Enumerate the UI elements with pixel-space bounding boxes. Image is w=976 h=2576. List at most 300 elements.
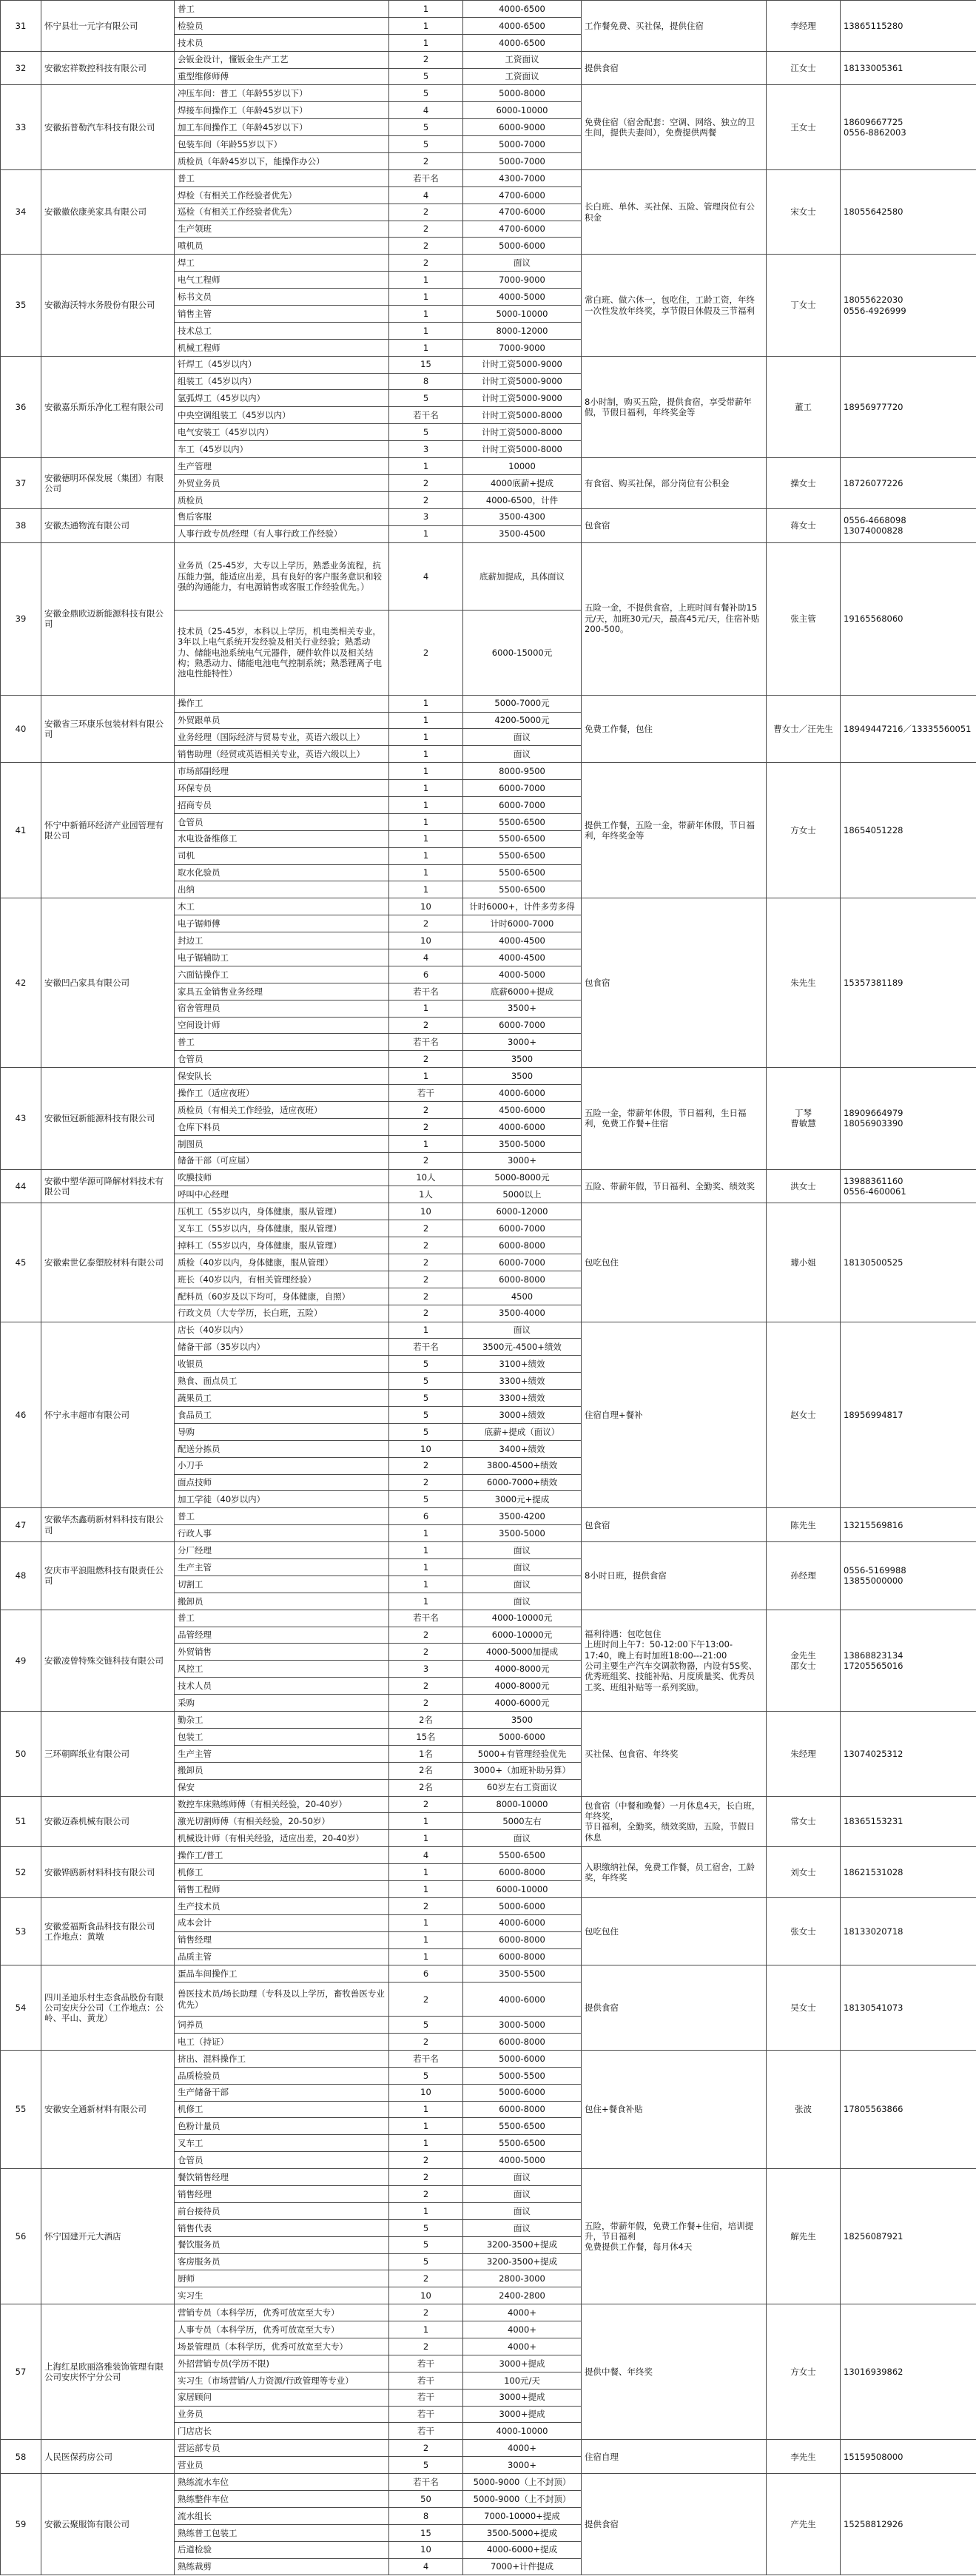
job-title: 生产储备干部: [175, 2084, 389, 2101]
job-title: 生产领班: [175, 221, 389, 238]
table-row: [1, 1, 976, 18]
job-headcount: 1: [389, 306, 463, 323]
job-salary: 3500-5000+提成: [463, 2524, 582, 2541]
job-title: 分厂经理: [175, 1542, 389, 1559]
table-row: [1, 2050, 976, 2067]
job-salary: 3500-4200: [463, 1508, 582, 1525]
contact-person: 洪女士: [767, 1169, 841, 1203]
job-salary: 6000-8000: [463, 1271, 582, 1288]
job-salary: 4700-6000: [463, 221, 582, 238]
job-title: 家具五金销售业务经理: [175, 983, 389, 1000]
job-headcount: 5: [389, 2067, 463, 2084]
job-headcount: 2: [389, 1457, 463, 1474]
company-name: 怀宁县壮一元字有限公司: [41, 1, 175, 52]
job-headcount: 3: [389, 1661, 463, 1678]
job-headcount: 2: [389, 1644, 463, 1661]
company-name: 安徽金鼎欧迈新能源科技有限公司: [41, 542, 175, 695]
job-headcount: 2: [389, 1627, 463, 1644]
contact-phone: 13074025312: [841, 1712, 976, 1796]
company-benefits: 工作餐免费、买社保，提供住宿: [582, 1, 767, 52]
company-benefits: 提供食宿: [582, 51, 767, 85]
job-headcount: 15: [389, 356, 463, 373]
job-salary: 3000元+提成: [463, 1491, 582, 1508]
table-row: [1, 1712, 976, 1729]
job-salary: 3300+绩效: [463, 1390, 582, 1407]
job-salary: 工资面议: [463, 51, 582, 68]
job-salary: 5000以上: [463, 1186, 582, 1203]
job-salary: 6000-7000: [463, 1017, 582, 1034]
job-title: 制图员: [175, 1135, 389, 1152]
job-headcount: 1: [389, 34, 463, 51]
job-title: 行政人事: [175, 1525, 389, 1542]
job-title: 呼叫中心经理: [175, 1186, 389, 1203]
company-name: 三环朝晖纸业有限公司: [41, 1712, 175, 1796]
job-salary: 4000-6500: [463, 1, 582, 18]
job-salary: 4000+: [463, 2338, 582, 2355]
job-title: 行政文员（大专学历，长白班，五险）: [175, 1305, 389, 1322]
job-title: 面点技师: [175, 1474, 389, 1491]
job-title: 熟练裁剪: [175, 2558, 389, 2575]
job-salary: 2400-2800: [463, 2287, 582, 2304]
job-title: 后道检验: [175, 2541, 389, 2558]
table-row: [1, 85, 976, 102]
job-salary: 4500: [463, 1288, 582, 1305]
company-benefits: 五险，带薪年假，免费工作餐+住宿，培训提升，节日福利 免费提供工作餐，每月休4天: [582, 2169, 767, 2304]
job-title: 外贸销售: [175, 1644, 389, 1661]
company-benefits: 免费住宿（宿舍配套：空调、网络、独立的卫生间，提供夫妻间），免费提供两餐: [582, 85, 767, 169]
job-headcount: 若干: [389, 1085, 463, 1102]
job-headcount: 10人: [389, 1169, 463, 1186]
job-title: 出纳: [175, 881, 389, 898]
job-headcount: 若干名: [389, 169, 463, 186]
table-row: [1, 1068, 976, 1085]
job-title: 食品员工: [175, 1407, 389, 1424]
job-title: 保安: [175, 1779, 389, 1796]
job-headcount: 2: [389, 2169, 463, 2186]
table-row: [1, 508, 976, 525]
job-title: 外贸业务员: [175, 474, 389, 491]
job-title: 机械工程师: [175, 339, 389, 356]
job-salary: 面议: [463, 1322, 582, 1339]
job-salary: 5000-6000: [463, 1897, 582, 1914]
job-headcount: 4: [389, 542, 463, 611]
job-salary: 10000: [463, 458, 582, 475]
table-row: [1, 542, 976, 611]
job-salary: 5000-7000: [463, 136, 582, 153]
job-headcount: 5: [389, 1491, 463, 1508]
job-headcount: 1: [389, 796, 463, 813]
job-headcount: 4: [389, 1847, 463, 1864]
job-title: 导购: [175, 1423, 389, 1440]
company-name: 安徽爱福斯食品科技有限公司 工作地点：黄墩: [41, 1897, 175, 1965]
job-title: 色粉计量员: [175, 2118, 389, 2135]
job-headcount: 1: [389, 1068, 463, 1085]
company-benefits: 包食宿: [582, 898, 767, 1068]
contact-person: 吴女士: [767, 1965, 841, 2050]
table-row: [1, 1508, 976, 1525]
job-salary: 面议: [463, 2202, 582, 2219]
job-title: 机修工: [175, 2101, 389, 2118]
job-title: 市场部副经理: [175, 763, 389, 780]
contact-person: 朱先生: [767, 898, 841, 1068]
company-name: 安徽索世亿泰塑胶材料有限公司: [41, 1203, 175, 1322]
job-headcount: 1: [389, 746, 463, 763]
job-salary: 4000+: [463, 2440, 582, 2457]
job-headcount: 1: [389, 2101, 463, 2118]
job-salary: 4700-6000: [463, 186, 582, 204]
job-salary: 8000-12000: [463, 322, 582, 339]
job-title: 喷机员: [175, 238, 389, 255]
job-title: 质检员: [175, 491, 389, 508]
table-row: [1, 1796, 976, 1813]
contact-phone: 18654051228: [841, 763, 976, 898]
job-salary: 面议: [463, 1559, 582, 1576]
job-headcount: 2: [389, 1474, 463, 1491]
job-salary: 6000-7000: [463, 1254, 582, 1271]
job-headcount: 2: [389, 1305, 463, 1322]
job-title: 储备干部（可应届）: [175, 1152, 389, 1169]
table-row: [1, 1203, 976, 1220]
job-title: 销售代表: [175, 2219, 389, 2236]
contact-phone: 18365153231: [841, 1796, 976, 1847]
job-salary: 计时6000+，计件多劳多得: [463, 898, 582, 915]
job-title: 叉车工（55岁以内，身体健康，服从管理）: [175, 1220, 389, 1237]
job-salary: 底薪加提成，具体面议: [463, 542, 582, 611]
job-title: 挤出、混料操作工: [175, 2050, 389, 2067]
job-headcount: 1: [389, 881, 463, 898]
job-salary: 5000-6000: [463, 1728, 582, 1745]
job-headcount: 10: [389, 1203, 463, 1220]
job-salary: 3300+绩效: [463, 1373, 582, 1390]
contact-phone: 18055642580: [841, 169, 976, 254]
job-salary: 3400+绩效: [463, 1440, 582, 1457]
job-title: 生产主管: [175, 1559, 389, 1576]
company-number: 45: [1, 1203, 41, 1322]
company-number: 38: [1, 508, 41, 542]
job-headcount: 2: [389, 1220, 463, 1237]
table-row: [1, 763, 976, 780]
job-title: 餐饮服务员: [175, 2236, 389, 2253]
job-salary: 3200-3500+提成: [463, 2253, 582, 2270]
company-number: 47: [1, 1508, 41, 1542]
job-salary: 6000-8000: [463, 1948, 582, 1965]
job-salary: 6000-8000: [463, 2101, 582, 2118]
company-name: 安徽迈森机械有限公司: [41, 1796, 175, 1847]
job-title: 厨师: [175, 2270, 389, 2287]
table-row: [1, 2440, 976, 2457]
job-headcount: 1: [389, 1813, 463, 1830]
job-title: 质检（40岁以内，身体健康，服从管理）: [175, 1254, 389, 1271]
job-title: 司机: [175, 847, 389, 864]
job-headcount: 2: [389, 474, 463, 491]
job-headcount: 5: [389, 2219, 463, 2236]
job-headcount: 2: [389, 2152, 463, 2169]
contact-person: 张主管: [767, 542, 841, 695]
job-title: 电气工程师: [175, 272, 389, 289]
job-salary: 4000-5000: [463, 966, 582, 983]
job-salary: 8000-9500: [463, 763, 582, 780]
company-benefits: 包食宿（中餐和晚餐）一月休息4天，长白班，年终奖， 节日福利，全勤奖，绩效奖励，五险，节假日休息: [582, 1796, 767, 1847]
job-salary: 3000+提成: [463, 2355, 582, 2372]
table-row: [1, 898, 976, 915]
contact-person: 方女士: [767, 2304, 841, 2440]
company-number: 43: [1, 1068, 41, 1169]
job-title: 熟练流水车位: [175, 2474, 389, 2491]
company-name: 四川圣迪乐村生态食品股份有限公司安庆分公司（工作地点：公岭、平山、黄龙）: [41, 1965, 175, 2050]
job-title: 环保专员: [175, 780, 389, 797]
job-title: 搬卸员: [175, 1593, 389, 1610]
job-title: 仓管员: [175, 2152, 389, 2169]
job-salary: 60岁左右工资面议: [463, 1779, 582, 1796]
job-headcount: 1: [389, 813, 463, 830]
job-headcount: 10: [389, 898, 463, 915]
job-title: 销售主管: [175, 306, 389, 323]
contact-phone: 18130541073: [841, 1965, 976, 2050]
job-salary: 7000-9000: [463, 339, 582, 356]
job-headcount: 1: [389, 322, 463, 339]
job-title: 品质主管: [175, 1948, 389, 1965]
company-benefits: 提供食宿: [582, 1965, 767, 2050]
job-salary: 3500: [463, 1712, 582, 1729]
job-title: 销售助理（经贸或英语相关专业，英语六级以上）: [175, 746, 389, 763]
job-salary: 底薪6000+提成: [463, 983, 582, 1000]
job-salary: 6000-8000: [463, 1237, 582, 1254]
job-salary: 5000左右: [463, 1813, 582, 1830]
company-benefits: 免费工作餐，包住: [582, 695, 767, 763]
contact-person: 李经理: [767, 1, 841, 52]
job-headcount: 1: [389, 289, 463, 306]
contact-phone: 17805563866: [841, 2050, 976, 2168]
company-number: 32: [1, 51, 41, 85]
job-title: 宿舍管理员: [175, 1000, 389, 1017]
contact-phone: 13868823134 17205565016: [841, 1610, 976, 1711]
job-salary: 4000-8000元: [463, 1661, 582, 1678]
job-headcount: 2: [389, 238, 463, 255]
job-headcount: 5: [389, 390, 463, 407]
company-number: 46: [1, 1322, 41, 1508]
company-name: 安徽德明环保发展（集团）有限公司: [41, 458, 175, 509]
job-title: 焊接车间操作工（年龄45岁以下）: [175, 102, 389, 119]
job-salary: 3500-5000: [463, 1525, 582, 1542]
company-benefits: 提供食宿: [582, 2474, 767, 2575]
job-salary: 3800-4500+绩效: [463, 1457, 582, 1474]
contact-person: 璩小姐: [767, 1203, 841, 1322]
job-title: 操作工（适应夜班）: [175, 1085, 389, 1102]
job-headcount: 2: [389, 2338, 463, 2355]
job-title: 销售经理: [175, 1931, 389, 1948]
job-title: 加工学徒（40岁以内）: [175, 1491, 389, 1508]
job-salary: 计时工资5000-8000: [463, 407, 582, 424]
contact-person: 金先生 邵女士: [767, 1610, 841, 1711]
job-title: 冲压车间：普工（年龄55岁以下）: [175, 85, 389, 102]
contact-person: 董工: [767, 356, 841, 457]
job-headcount: 1: [389, 780, 463, 797]
job-headcount: 4: [389, 949, 463, 966]
job-salary: 7000+计件提成: [463, 2558, 582, 2575]
job-headcount: 2: [389, 2033, 463, 2050]
job-headcount: 1: [389, 847, 463, 864]
job-title: 流水组长: [175, 2507, 389, 2524]
job-salary: 面议: [463, 1593, 582, 1610]
contact-person: 蒋女士: [767, 508, 841, 542]
job-title: 仓库下料员: [175, 1118, 389, 1135]
job-title: 技术员（25-45岁，本科以上学历，机电类相关专业，3年以上电气系统开发经验及相关行业经验；熟悉动力、储能电池系统电气元器件，硬件软件以及相关结构；熟悉动力、储能电池电气控制系统；熟悉锂离子电池电性能特性）: [175, 611, 389, 696]
contact-person: 操女士: [767, 458, 841, 509]
job-salary: 计时6000-7000: [463, 915, 582, 932]
job-salary: 3000+绩效: [463, 1407, 582, 1424]
company-number: 37: [1, 458, 41, 509]
job-headcount: 2: [389, 2270, 463, 2287]
contact-phone: 18133005361: [841, 51, 976, 85]
contact-person: 方女士: [767, 763, 841, 898]
job-title: 车工（45岁以内）: [175, 441, 389, 458]
job-salary: 3500-5500: [463, 1965, 582, 1983]
job-title: 收银员: [175, 1356, 389, 1373]
company-number: 53: [1, 1897, 41, 1965]
job-title: 外贸跟单员: [175, 712, 389, 729]
job-salary: 4000-6500: [463, 34, 582, 51]
job-salary: 面议: [463, 1830, 582, 1847]
company-number: 39: [1, 542, 41, 695]
job-headcount: 1名: [389, 1745, 463, 1762]
job-title: 机修工: [175, 1864, 389, 1881]
job-title: 保安队长: [175, 1068, 389, 1085]
job-title: 普工: [175, 1508, 389, 1525]
company-name: 怀宁永丰超市有限公司: [41, 1322, 175, 1508]
job-headcount: 2名: [389, 1779, 463, 1796]
company-name: 怀宁国建开元大酒店: [41, 2169, 175, 2304]
job-title: 熟食、面点员工: [175, 1373, 389, 1390]
job-title: 质检员（有相关工作经验，适应夜班）: [175, 1101, 389, 1118]
contact-person: 丁女士: [767, 255, 841, 356]
job-salary: 5500-6500: [463, 847, 582, 864]
contact-person: 刘女士: [767, 1847, 841, 1898]
company-number: 44: [1, 1169, 41, 1203]
job-title: 人事专员（本科学历，优秀可放宽至大专）: [175, 2321, 389, 2338]
contact-person: 常女士: [767, 1796, 841, 1847]
job-title: 配料员（60岁及以下均可，身体健康，自照）: [175, 1288, 389, 1305]
company-benefits: 住宿自理+餐补: [582, 1322, 767, 1508]
company-name: 安徽宏祥数控科技有限公司: [41, 51, 175, 85]
job-title: 技术总工: [175, 322, 389, 339]
job-title: 搬卸员: [175, 1762, 389, 1779]
company-benefits: 有食宿、购买社保，部分岗位有公积金: [582, 458, 767, 509]
job-title: 普工: [175, 1034, 389, 1051]
company-number: 42: [1, 898, 41, 1068]
job-title: 电气安装工（45岁以内）: [175, 424, 389, 441]
job-title: 钎焊工（45岁以内）: [175, 356, 389, 373]
company-number: 57: [1, 2304, 41, 2440]
company-number: 40: [1, 695, 41, 763]
job-headcount: 1: [389, 2135, 463, 2152]
job-headcount: 10: [389, 1440, 463, 1457]
job-headcount: 3: [389, 441, 463, 458]
job-salary: 6000-12000: [463, 1203, 582, 1220]
table-row: [1, 458, 976, 475]
job-headcount: 1: [389, 525, 463, 542]
contact-person: 陈先生: [767, 1508, 841, 1542]
job-headcount: 1: [389, 1593, 463, 1610]
job-headcount: 1: [389, 458, 463, 475]
job-title: 会钣金设计，懂钣金生产工艺: [175, 51, 389, 68]
company-number: 49: [1, 1610, 41, 1711]
contact-phone: 18130500525: [841, 1203, 976, 1322]
job-salary: 4000底薪+提成: [463, 474, 582, 491]
job-headcount: 6: [389, 966, 463, 983]
job-salary: 4000-6000元: [463, 1695, 582, 1712]
job-title: 中央空调组装工（45岁以内）: [175, 407, 389, 424]
job-salary: 5000-7000: [463, 153, 582, 170]
table-row: [1, 1897, 976, 1914]
job-headcount: 2: [389, 1051, 463, 1068]
job-headcount: 1人: [389, 1186, 463, 1203]
contact-phone: 15357381189: [841, 898, 976, 1068]
company-benefits: 包食宿: [582, 1508, 767, 1542]
job-salary: 4000-6000+提成: [463, 2541, 582, 2558]
company-name: 人民医保药房公司: [41, 2440, 175, 2474]
contact-person: 宋女士: [767, 169, 841, 254]
job-salary: 5000-6000: [463, 2084, 582, 2101]
job-headcount: 5: [389, 136, 463, 153]
job-title: 门店店长: [175, 2423, 389, 2440]
contact-phone: 13215569816: [841, 1508, 976, 1542]
job-salary: 3500-4500: [463, 525, 582, 542]
job-salary: 4000-5000加提成: [463, 1644, 582, 1661]
job-title: 营业员: [175, 2457, 389, 2474]
job-headcount: 5: [389, 1356, 463, 1373]
contact-person: 丁琴 曹敏慧: [767, 1068, 841, 1169]
company-name: 安徽华杰鑫萌新材料科技有限公司: [41, 1508, 175, 1542]
job-salary: 5000-6000: [463, 238, 582, 255]
job-title: 空间设计师: [175, 1017, 389, 1034]
job-headcount: 2名: [389, 1712, 463, 1729]
job-salary: 3000+提成: [463, 2389, 582, 2406]
job-headcount: 5: [389, 68, 463, 85]
table-row: [1, 1542, 976, 1559]
job-title: 品管经理: [175, 1627, 389, 1644]
job-salary: 5500-6500: [463, 864, 582, 881]
job-salary: 6000-8000: [463, 1931, 582, 1948]
job-headcount: 1: [389, 729, 463, 746]
job-title: 小刀手: [175, 1457, 389, 1474]
job-headcount: 50: [389, 2491, 463, 2508]
job-salary: 4500-6000: [463, 1101, 582, 1118]
table-row: [1, 2304, 976, 2321]
job-headcount: 若干: [389, 2355, 463, 2372]
job-salary: 4000+: [463, 2321, 582, 2338]
company-benefits: 入职缴纳社保，免费工作餐，员工宿舍，工龄奖，年终奖: [582, 1847, 767, 1898]
job-title: 机械设计师（有相关经验，适应出差，20-40岁）: [175, 1830, 389, 1847]
job-headcount: 1: [389, 1, 463, 18]
job-salary: 3000+: [463, 1034, 582, 1051]
job-salary: 5000-10000: [463, 306, 582, 323]
job-headcount: 5: [389, 1390, 463, 1407]
job-salary: 5000-5500: [463, 2067, 582, 2084]
job-headcount: 2: [389, 2304, 463, 2321]
company-number: 50: [1, 1712, 41, 1796]
job-title: 焊检（有相关工作经验者优先）: [175, 186, 389, 204]
table-row: [1, 1322, 976, 1339]
job-title: 熟练普工包装工: [175, 2524, 389, 2541]
company-benefits: 常白班、做六休一，包吃住，工龄工资，年终一次性发放年终奖，享节假日休假及三节福利: [582, 255, 767, 356]
contact-phone: 18055622030 0556-4926999: [841, 255, 976, 356]
job-title: 店长（40岁以内）: [175, 1322, 389, 1339]
contact-phone: 18956977720: [841, 356, 976, 457]
job-salary: 6000-8000: [463, 1864, 582, 1881]
company-number: 35: [1, 255, 41, 356]
job-headcount: 4: [389, 186, 463, 204]
job-headcount: 1: [389, 1931, 463, 1948]
